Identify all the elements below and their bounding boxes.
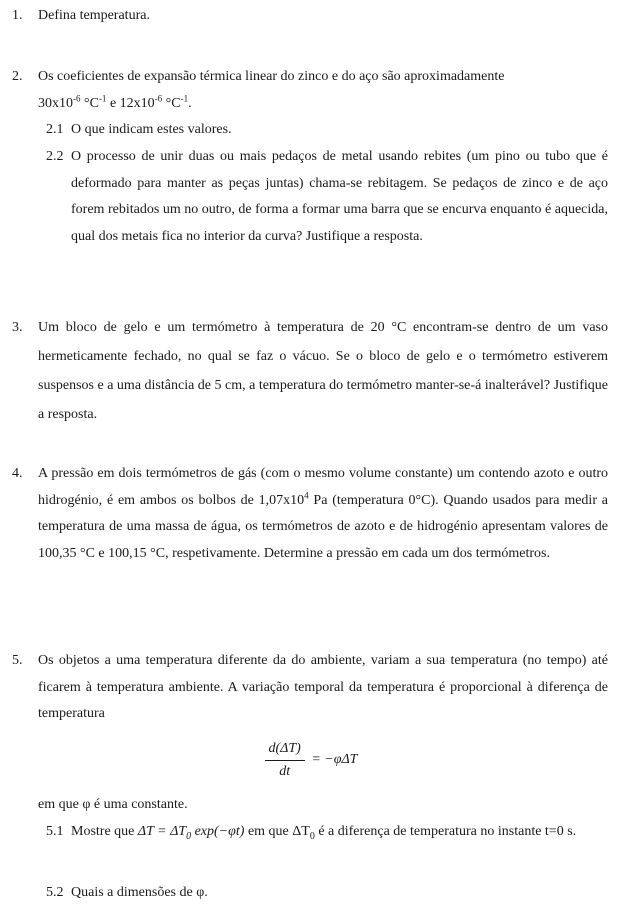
question-intro: Os coeficientes de expansão térmica linear do zinco e do aço são aproximadamente [38, 69, 505, 84]
subquestion-number: 5.2 [46, 885, 64, 900]
equation-fraction [265, 738, 305, 783]
subquestion-text: Mostre que $\Delta T = \Delta T_0$ exp(−φt) em que $\Delta T_0$ é a diferença de temperatura no instante t=0 s. [71, 824, 577, 842]
question-number: 3. [12, 320, 23, 335]
question-number: 5. [12, 653, 23, 668]
subquestion-number: 2.1 [46, 122, 64, 137]
question-text: Os objetos a uma temperatura diferente da do ambiente, variam a sua temperatura (no tempo) até ficarem à temperatura ambiente. A variação temporal da temperatura é proporcional à diferença de temperatura [38, 653, 608, 721]
subquestion-text: O que indicam estes valores. [71, 122, 232, 137]
question-text [38, 64, 608, 117]
subquestion-text: O processo de unir duas ou mais pedaços de metal usando rebites (um pino ou tubo que é deformado para manter as peças juntas) chama-se rebitagem. Se pedaços de zinco e de aço forem rebitados um no outro, de forma a formar uma barra que se encurva enquanto é aquecida, qual dos metais fica no interior da curva? Justifique a resposta. [71, 149, 608, 244]
question-5-note [12, 792, 608, 819]
question-2 [12, 64, 608, 117]
solution-formula: $\Delta T = \Delta T_0$ exp(−φt) [137, 824, 245, 842]
question-2-1 [46, 117, 608, 144]
question-number: 1. [12, 8, 23, 23]
equation-numerator: d(ΔT) [265, 738, 305, 761]
question-2-2 [46, 144, 608, 250]
question-number: 2. [12, 69, 23, 84]
question-number: 4. [12, 466, 23, 481]
question-1 [12, 3, 608, 30]
differential-equation [0, 738, 622, 783]
question-3 [12, 313, 608, 429]
question-5 [12, 648, 608, 728]
coefficient-values: $30x10^{-6}$ $^\circ C^{-1}$ e $12x10^{-6}$ $^\circ C^{-1}$. [38, 92, 192, 111]
question-text: A pressão em dois termómetros de gás (com o mesmo volume constante) um contendo azoto e outro hidrogénio, é em ambos os bolbos de $1,07x10^4$ Pa (temperatura 0°C). Quando usados para medir a temperatura de uma massa de água, os termómetros de azoto e de hidrogénio apresentam valores de 100,35 °C e 100,15 °C, respetivamente. Determine a pressão em cada um dos termómetros. [38, 466, 608, 561]
subquestion-number: 5.1 [46, 824, 64, 839]
question-5-1 [46, 819, 608, 846]
question-5-2 [46, 880, 608, 907]
subquestion-text: Quais a dimensões de φ. [71, 885, 208, 900]
question-text: Um bloco de gelo e um termómetro à temperatura de 20 °C encontram-se dentro de um vaso hermeticamente fechado, no qual se faz o vácuo. Se o bloco de gelo e o termómetro estiverem suspensos e a uma distância de 5 cm, a temperatura do termómetro manter-se-á inalterável? Justifique a resposta. [38, 320, 609, 422]
constant-note: em que φ é uma constante. [38, 797, 188, 812]
equation-rhs: = −φΔT [311, 752, 358, 768]
equation-denominator: dt [279, 764, 291, 779]
subquestion-number: 2.2 [46, 149, 64, 164]
question-text: Defina temperatura. [38, 8, 150, 23]
question-4 [12, 461, 608, 567]
